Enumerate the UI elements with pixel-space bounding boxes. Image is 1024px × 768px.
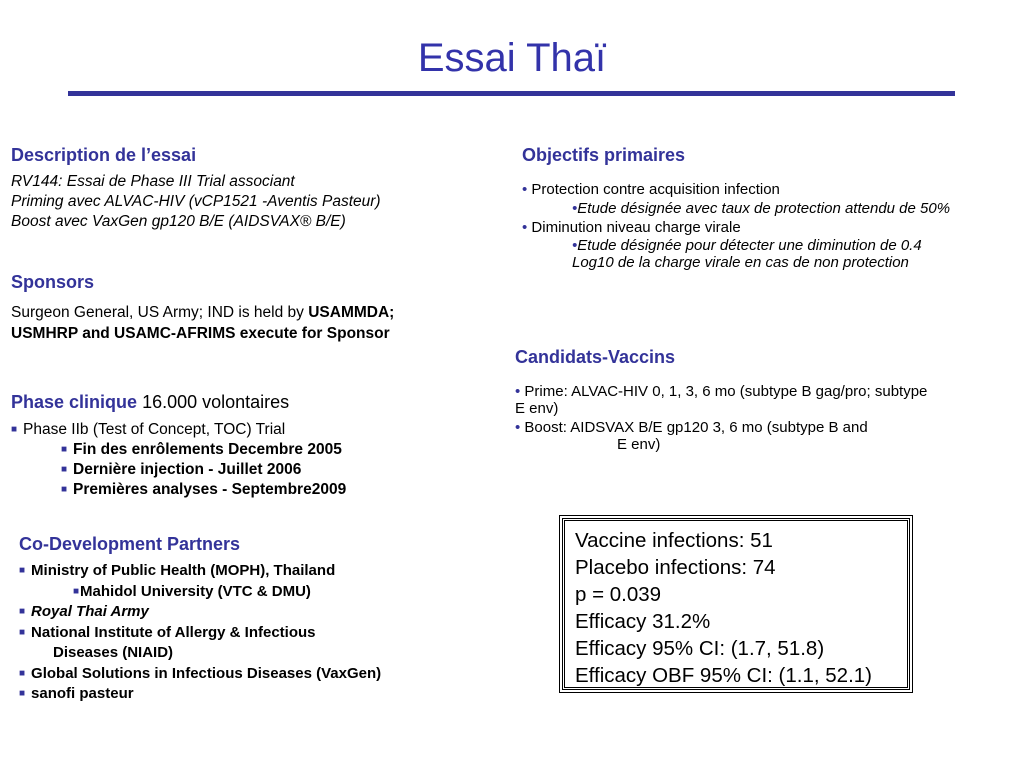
candidate-item-cont: E env): [515, 400, 559, 417]
phase-heading-line: [11, 392, 289, 413]
partner-item: National Institute of Allergy & Infectious: [31, 623, 316, 641]
partner-item: Global Solutions in Infectious Diseases (VaxGen): [31, 664, 382, 682]
sponsors-bold: USAMMDA;: [308, 304, 395, 321]
description-line: Boost avec VaxGen gp120 B/E (AIDSVAX® B/E): [11, 213, 346, 230]
candidate-item: Boost: AIDSVAX B/E gp120 3, 6 mo (subtype B and: [524, 419, 868, 436]
candidate-item-cont: E env): [617, 436, 661, 453]
description-body: [11, 172, 381, 232]
slide-title: Essai Thaï: [417, 36, 607, 80]
objective-item: Protection contre acquisition infection: [531, 181, 780, 198]
phase-item: Phase IIb (Test of Concept, TOC) Trial: [23, 421, 286, 438]
phase-heading: Phase clinique: [11, 392, 138, 412]
sponsors-text: Surgeon General, US Army; IND is held by: [11, 304, 309, 321]
description-heading: Description de l’essai: [11, 145, 197, 165]
sponsors-body: [11, 302, 394, 344]
partner-item: Royal Thai Army: [31, 603, 149, 620]
phase-subitem: Premières analyses - Septembre2009: [73, 481, 347, 498]
objective-subitem: Etude désignée avec taux de protection attendu de 50%: [577, 200, 951, 217]
partner-item: sanofi pasteur: [31, 685, 134, 702]
results-box: [562, 518, 910, 690]
phase-subitem: Fin des enrôlements Decembre 2005: [73, 441, 342, 458]
objectives-heading: Objectifs primaires: [522, 145, 686, 165]
description-line: Priming avec ALVAC-HIV (vCP1521 -Aventis Pasteur): [11, 193, 381, 210]
partner-item: Mahidol University (VTC & DMU): [80, 582, 311, 600]
objective-subitem-cont: Log10 de la charge virale en cas de non protection: [572, 254, 909, 271]
phase-list: ■ Phase IIb (Test of Concept, TOC) Trial ■ Fin des enrôlements Decembre 2005 ■ Dernière injection - Juillet 2006 ■ Premières analyses - Septembre2009: [11, 421, 347, 498]
result-line: Placebo infections: 74: [575, 556, 776, 579]
result-line: Vaccine infections: 51: [575, 529, 773, 552]
result-line: Efficacy 95% CI: (1.7, 51.8): [575, 637, 825, 660]
partners-list: ■ Ministry of Public Health (MOPH), Thailand ■Mahidol University (VTC & DMU) ■ Royal Thai Army ■ National Institute of Allergy & Infectious Diseases (NIAID) ■ Global Solutions in Infectious Diseases (VaxGen) ■ sanofi pasteur: [19, 562, 382, 702]
candidates-heading: Candidats-Vaccins: [515, 347, 676, 367]
result-line: p = 0.039: [575, 583, 662, 606]
partner-item: Diseases (NIAID): [53, 644, 174, 661]
objective-item: Diminution niveau charge virale: [531, 219, 741, 236]
sponsors-heading: Sponsors: [11, 272, 95, 292]
candidate-item: Prime: ALVAC-HIV 0, 1, 3, 6 mo (subtype B gag/pro; subtype: [524, 383, 928, 400]
phase-count: 16.000 volontaires: [142, 392, 290, 412]
objective-subitem: Etude désignée pour détecter une diminution de 0.4: [577, 237, 922, 254]
phase-subitem: Dernière injection - Juillet 2006: [73, 461, 302, 478]
candidates-list: • Prime: ALVAC-HIV 0, 1, 3, 6 mo (subtype B gag/pro; subtype E env) • Boost: AIDSVAX B/E gp120 3, 6 mo (subtype B and E env): [515, 383, 928, 453]
result-line: Efficacy OBF 95% CI: (1.1, 52.1): [575, 664, 872, 687]
title-divider: [68, 91, 955, 96]
partner-item: Ministry of Public Health (MOPH), Thailand: [31, 562, 336, 579]
objectives-list: • Protection contre acquisition infection •Etude désignée avec taux de protection attendu de 50% • Diminution niveau charge virale •Etude désignée pour détecter une diminution de 0.4 Log10 de la charge virale en cas de non protection: [522, 181, 951, 271]
result-line: Efficacy 31.2%: [575, 610, 711, 633]
description-line: RV144: Essai de Phase III Trial associant: [11, 173, 295, 190]
partners-heading: Co-Development Partners: [19, 534, 241, 554]
sponsors-bold: USMHRP and USAMC-AFRIMS execute for Sponsor: [11, 325, 390, 342]
